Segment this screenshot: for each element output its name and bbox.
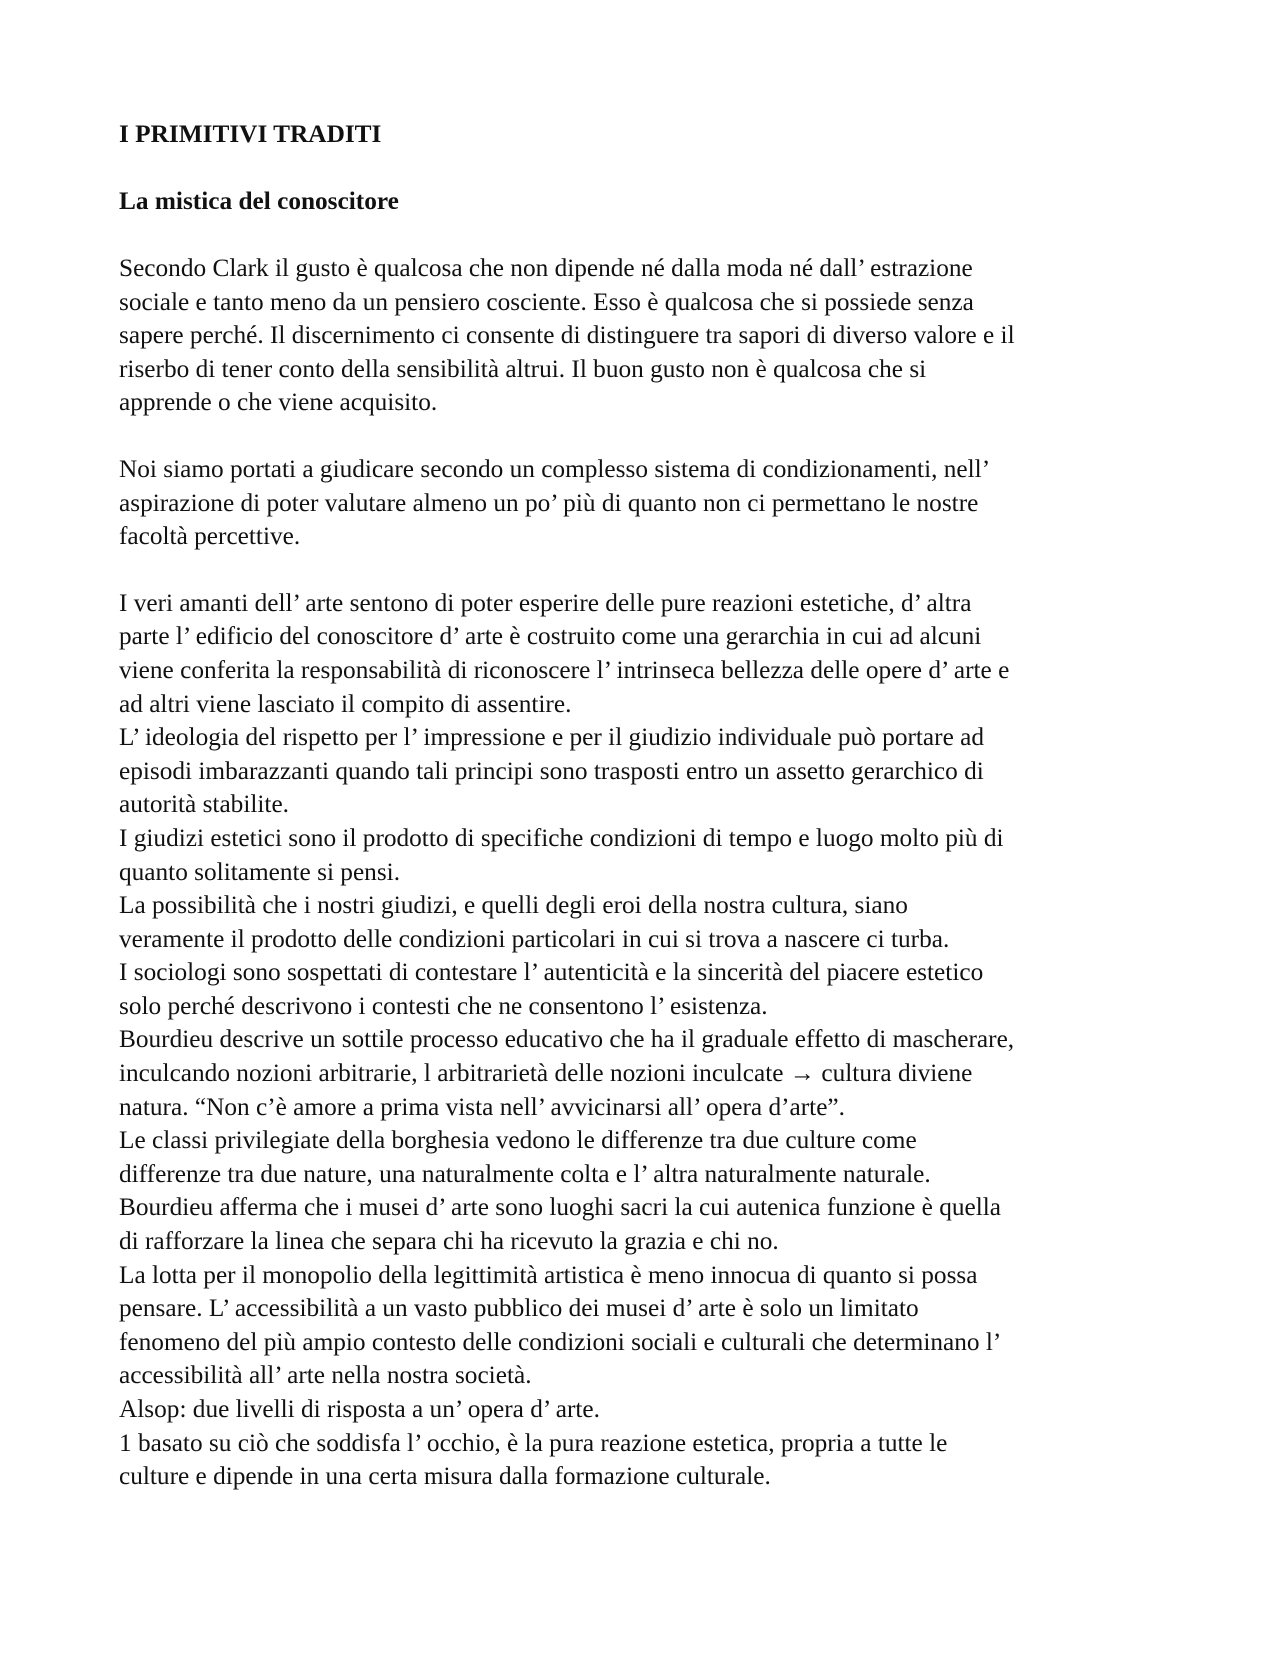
text-line: facoltà percettive. <box>119 522 301 551</box>
text-line: aspirazione di poter valutare almeno un po’ più di quanto non ci permettano le nostre <box>119 488 979 517</box>
text-line: I sociologi sono sospettati di contestare l’ autenticità e la sincerità del piacere estetico <box>119 958 984 987</box>
text-line: Noi siamo portati a giudicare secondo un complesso sistema di condizionamenti, nell’ <box>119 454 991 483</box>
spacer <box>119 219 1169 252</box>
text-line: differenze tra due nature, una naturalmente colta e l’ altra naturalmente naturale. <box>119 1159 931 1188</box>
text-line: solo perché descrivono i contesti che ne consentono l’ esistenza. <box>119 991 768 1020</box>
text-line: viene conferita la responsabilità di riconoscere l’ intrinseca bellezza delle opere d’ arte e <box>119 655 1010 684</box>
text-line: quanto solitamente si pensi. <box>119 857 401 886</box>
text-line: I veri amanti dell’ arte sentono di poter esperire delle pure reazioni estetiche, d’ altra <box>119 588 972 617</box>
text-line: accessibilità all’ arte nella nostra società. <box>119 1361 532 1390</box>
text-line: La lotta per il monopolio della legittimità artistica è meno innocua di quanto si possa <box>119 1260 978 1289</box>
text-line: inculcando nozioni arbitrarie, l arbitrarietà delle nozioni inculcate → cultura diviene <box>119 1059 973 1088</box>
text-line: di rafforzare la linea che separa chi ha ricevuto la grazia e chi no. <box>119 1227 779 1256</box>
paragraph-amanti-arte <box>119 587 1169 1494</box>
text-line: natura. “Non c’è amore a prima vista nell’ avvicinarsi all’ opera d’arte”. <box>119 1092 845 1121</box>
text-line: sociale e tanto meno da un pensiero cosciente. Esso è qualcosa che si possiede senza <box>119 287 974 316</box>
text-line: apprende o che viene acquisito. <box>119 388 438 417</box>
text-line: Le classi privilegiate della borghesia vedono le differenze tra due culture come <box>119 1126 917 1155</box>
text-line: L’ ideologia del rispetto per l’ impressione e per il giudizio individuale può portare ad <box>119 723 985 752</box>
document-title: I PRIMITIVI TRADITI <box>119 120 382 148</box>
spacer <box>119 420 1169 453</box>
text-line: parte l’ edificio del conoscitore d’ arte è costruito come una gerarchia in cui ad alcuni <box>119 622 982 651</box>
text-line: Alsop: due livelli di risposta a un’ opera d’ arte. <box>119 1395 600 1423</box>
document-page <box>119 118 1169 1494</box>
text-line: pensare. L’ accessibilità a un vasto pubblico dei musei d’ arte è solo un limitato <box>119 1294 919 1323</box>
text-line: veramente il prodotto delle condizioni particolari in cui si trova a nascere ci turba. <box>119 924 950 953</box>
text-line: episodi imbarazzanti quando tali principi sono trasposti entro un assetto gerarchico di <box>119 756 984 785</box>
text-line: La possibilità che i nostri giudizi, e quelli degli eroi della nostra cultura, siano <box>119 891 908 920</box>
text-line: ad altri viene lasciato il compito di assentire. <box>119 689 572 718</box>
text-line: 1 basato su ciò che soddisfa l’ occhio, è la pura reazione estetica, propria a tutte le <box>119 1428 948 1457</box>
text-line: I giudizi estetici sono il prodotto di specifiche condizioni di tempo e luogo molto più di <box>119 823 1004 852</box>
paragraph-condizionamenti <box>119 453 1169 554</box>
text-line: sapere perché. Il discernimento ci consente di distinguere tra sapori di diverso valore e il <box>119 321 1015 350</box>
text-line: fenomeno del più ampio contesto delle condizioni sociali e culturali che determinano l’ <box>119 1327 1002 1356</box>
text-line: Secondo Clark il gusto è qualcosa che non dipende né dalla moda né dall’ estrazione <box>119 254 973 282</box>
text-line: riserbo di tener conto della sensibilità altrui. Il buon gusto non è qualcosa che si <box>119 354 927 383</box>
spacer <box>119 554 1169 587</box>
text-line: culture e dipende in una certa misura dalla formazione culturale. <box>119 1462 771 1491</box>
paragraph-clark <box>119 252 1169 420</box>
text-line: autorità stabilite. <box>119 790 290 819</box>
text-line: Bourdieu afferma che i musei d’ arte sono luoghi sacri la cui autenica funzione è quella <box>119 1193 1002 1222</box>
section-heading: La mistica del conoscitore <box>119 187 399 215</box>
text-line: Bourdieu descrive un sottile processo educativo che ha il graduale effetto di mascherare, <box>119 1025 1015 1054</box>
